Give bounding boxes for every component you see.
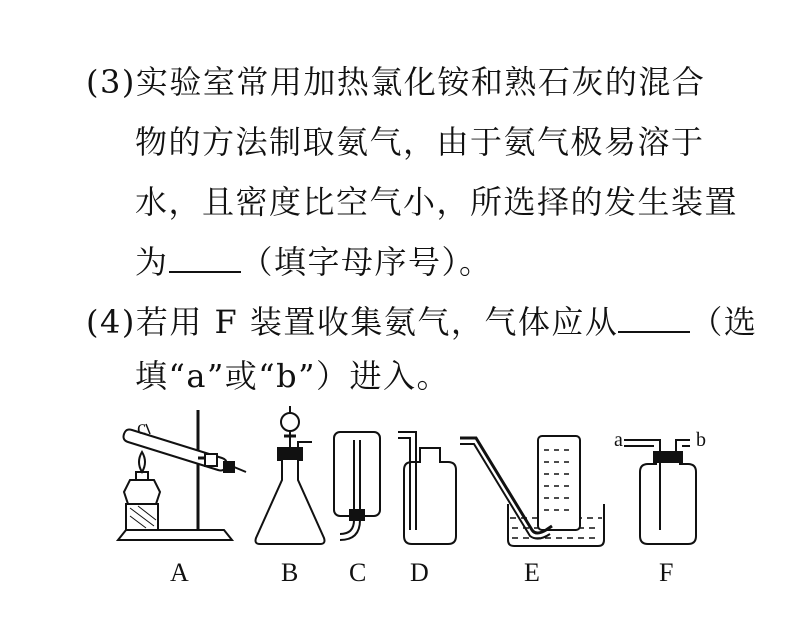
q3-line-4 [135, 242, 493, 282]
q4-line-1 [86, 302, 757, 342]
q3-text-2: 物的方法制取氨气，由于氨气极易溶于 [135, 123, 705, 161]
q3-line-1 [86, 62, 705, 102]
apparatus-d [398, 432, 456, 544]
apparatus-c [334, 432, 380, 540]
q3-text-1: 实验室常用加热氯化铵和熟石灰的混合 [135, 63, 706, 101]
q4-number: (4) [86, 303, 136, 341]
apparatus-e [460, 436, 604, 546]
apparatus-f [624, 440, 696, 544]
q3-text-4-post: （填字母序号）。 [240, 243, 493, 281]
q4-text-2: 填“a”或“b”）进入。 [135, 357, 451, 395]
q3-text-3: 水，且密度比空气小，所选择的发生装置 [135, 183, 739, 221]
label-d: D [410, 558, 429, 587]
label-a: A [170, 558, 189, 587]
q4-text-1-post: （选 [690, 303, 758, 341]
q3-line-3 [135, 182, 738, 222]
apparatus-figure [0, 400, 794, 600]
q4-text-1-pre: 若用 F 装置收集氨气，气体应从 [135, 303, 619, 341]
q3-number: (3) [86, 63, 136, 101]
q3-line-2 [135, 122, 705, 162]
q3-answer-blank[interactable] [169, 243, 241, 273]
q4-answer-blank[interactable] [618, 303, 690, 333]
port-label-a: a [614, 429, 623, 451]
label-e: E [524, 558, 540, 587]
label-b: B [281, 558, 299, 587]
apparatus-b [256, 406, 325, 544]
label-f: F [659, 558, 674, 587]
tube-label-c: c [137, 417, 146, 439]
q4-line-2 [135, 356, 450, 396]
port-label-b: b [696, 429, 706, 451]
q3-text-4-pre: 为 [135, 243, 169, 281]
label-c: C [349, 558, 367, 587]
